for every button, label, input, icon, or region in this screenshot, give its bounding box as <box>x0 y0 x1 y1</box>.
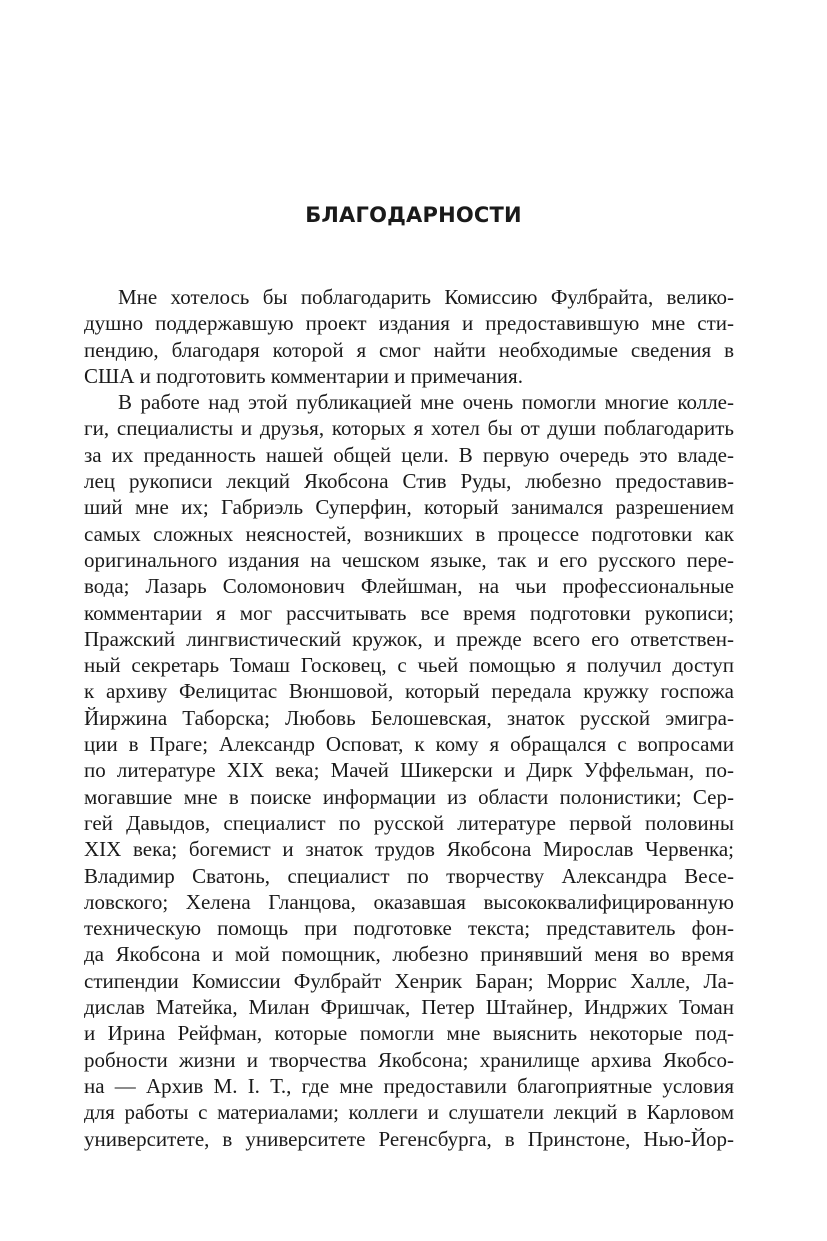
text-line: В работе над этой публикацией мне очень помогли многие колле- <box>118 390 734 415</box>
text-line: вода; Лазарь Соломонович Флейшман, на чьи профессиональные <box>84 574 734 599</box>
text-line: робности жизни и творчества Якобсона; хранилище архива Якобсо- <box>84 1047 734 1072</box>
page-title: БЛАГОДАРНОСТИ <box>305 203 522 227</box>
text-line: техническую помощь при подготовке текста; представитель фон- <box>84 916 734 941</box>
text-line: гей Давыдов, специалист по русской литературе первой половины <box>84 810 734 835</box>
text-line: к архиву Фелицитас Вюншовой, который передала кружку госпожа <box>84 679 734 704</box>
text-line: оригинального издания на чешском языке, так и его русского пере- <box>84 547 734 572</box>
text-line: Мне хотелось бы поблагодарить Комиссию Фулбрайта, велико- <box>118 285 734 309</box>
text-line: по литературе XIX века; Мачей Шикерски и Дирк Уффельман, по- <box>84 758 734 783</box>
paragraph <box>84 389 734 1152</box>
text-line: Пражский лингвистический кружок, и прежде всего его ответствен- <box>84 626 734 651</box>
text-line: ловского; Хелена Гланцова, оказавшая высококвалифицированную <box>84 889 734 914</box>
body-text <box>84 284 734 1152</box>
text-line: ги, специалисты и друзья, которых я хотел бы от души поблагодарить <box>84 416 734 441</box>
text-line: США и подготовить комментарии и примечания. <box>84 363 523 388</box>
text-line: пендию, благодаря которой я смог найти необходимые сведения в <box>84 337 734 362</box>
text-line: дислав Матейка, Милан Фришчак, Петер Штайнер, Индржих Томан <box>84 995 734 1020</box>
paragraph <box>84 284 734 389</box>
text-line: за их преданность нашей общей цели. В первую очередь это владе- <box>84 442 734 467</box>
text-line: комментарии я мог рассчитывать все время подготовки рукописи; <box>84 600 734 625</box>
text-line: Владимир Сватонь, специалист по творчеству Александра Весе- <box>84 863 734 888</box>
text-line: душно поддержавшую проект издания и предоставившую мне сти- <box>84 311 734 336</box>
text-line: Йиржина Таборска; Любовь Белошевская, знаток русской эмигра- <box>84 705 734 730</box>
text-line: для работы с материалами; коллеги и слушатели лекций в Карловом <box>84 1100 734 1125</box>
text-line: ный секретарь Томаш Госковец, с чьей помощью я получил доступ <box>84 653 734 678</box>
text-line: могавшие мне в поиске информации из области полонистики; Сер- <box>84 784 734 809</box>
text-line: на — Архив М. I. Т., где мне предоставили благоприятные условия <box>84 1073 734 1098</box>
text-line: XIX века; богемист и знаток трудов Якобсона Мирослав Червенка; <box>84 837 734 862</box>
text-line: лец рукописи лекций Якобсона Стив Руды, любезно предоставив- <box>84 469 734 494</box>
text-line: ции в Праге; Александр Осповат, к кому я обращался с вопросами <box>84 732 734 757</box>
text-line: ший мне их; Габриэль Суперфин, который занимался разрешением <box>84 495 734 520</box>
text-line: да Якобсона и мой помощник, любезно принявший меня во время <box>84 942 734 967</box>
text-line: самых сложных неясностей, возникших в процессе подготовки как <box>84 521 734 546</box>
text-line: университете, в университете Регенсбурга, в Принстоне, Нью-Йор- <box>84 1126 734 1151</box>
text-line: стипендии Комиссии Фулбрайт Хенрик Баран; Моррис Халле, Ла- <box>84 968 734 993</box>
text-line: и Ирина Рейфман, которые помогли мне выяснить некоторые под- <box>84 1021 734 1046</box>
